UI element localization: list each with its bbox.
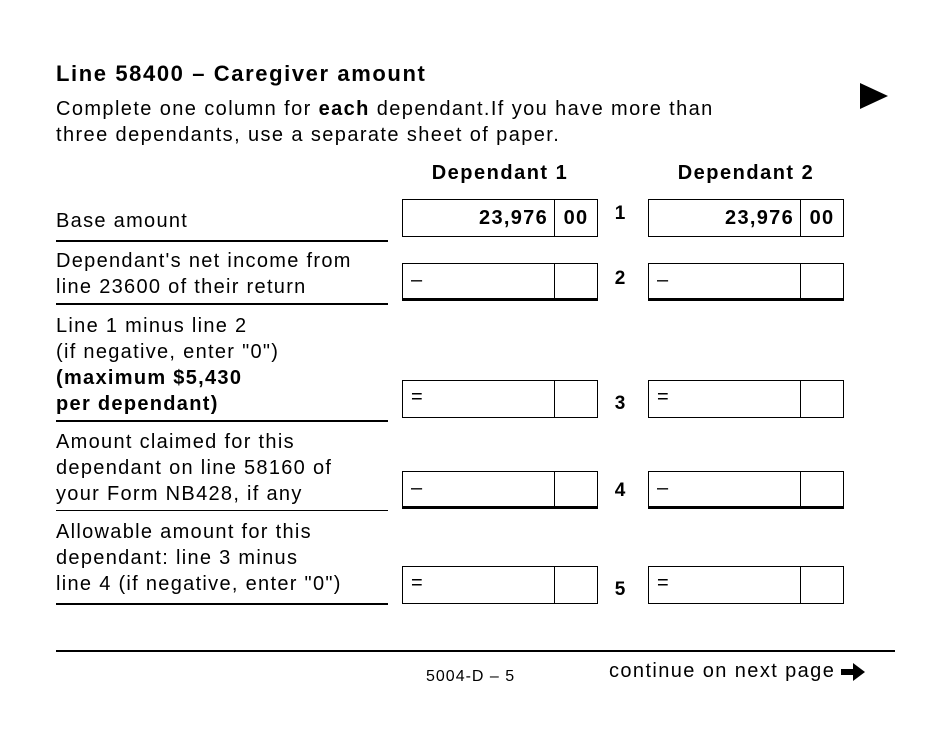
equals-sign: = — [657, 386, 670, 408]
instructions-line-1 — [56, 96, 714, 122]
section-instructions — [56, 96, 714, 148]
amount-cents[interactable] — [801, 381, 843, 417]
line-number-4: 4 — [614, 480, 626, 501]
row-label-text: dependant on line 58160 of — [56, 457, 333, 479]
column-heading-dependant-1: Dependant 1 — [431, 162, 569, 184]
minus-sign: – — [411, 477, 424, 499]
right-arrow-icon — [839, 661, 867, 683]
dependant-2-line-4-field[interactable] — [648, 471, 844, 509]
row-divider — [56, 303, 388, 305]
amount-cents[interactable] — [555, 472, 597, 506]
section-title: Line 58400 – Caregiver amount — [56, 61, 427, 86]
right-triangle-icon — [858, 80, 890, 112]
row-label-text: your Form NB428, if any — [56, 483, 303, 505]
instructions-text: Complete one column for — [56, 98, 319, 120]
row-label-text: Allowable amount for this — [56, 521, 312, 543]
instructions-emphasis: each — [318, 98, 370, 120]
amount-dollars[interactable] — [649, 472, 801, 506]
amount-cents[interactable] — [555, 381, 597, 417]
row-label-line-5 — [56, 519, 390, 597]
row-divider — [56, 240, 388, 242]
amount-dollars[interactable] — [403, 200, 555, 236]
amount-value: 23,976 — [479, 207, 548, 229]
amount-cents[interactable] — [555, 567, 597, 603]
dependant-2-line-3-field[interactable] — [648, 380, 844, 418]
dependant-1-line-5-field[interactable] — [402, 566, 598, 604]
amount-dollars[interactable] — [403, 567, 555, 603]
dependant-2-line-1-field[interactable] — [648, 199, 844, 237]
row-divider — [56, 420, 388, 422]
line-number-2: 2 — [614, 268, 626, 289]
row-label-text: Line 1 minus line 2 — [56, 315, 248, 337]
dependant-1-line-4-field[interactable] — [402, 471, 598, 509]
row-label-text: line 23600 of their return — [56, 276, 307, 298]
amount-cents[interactable]: 00 — [563, 207, 589, 229]
equals-sign: = — [411, 572, 424, 594]
dependant-1-line-1-field[interactable] — [402, 199, 598, 237]
row-divider — [56, 603, 388, 605]
amount-dollars[interactable] — [649, 264, 801, 298]
amount-dollars[interactable] — [649, 381, 801, 417]
instructions-line-2: three dependants, use a separate sheet of paper. — [56, 124, 561, 146]
dependant-2-line-5-field[interactable] — [648, 566, 844, 604]
line-number-3: 3 — [614, 393, 626, 414]
row-label-line-2 — [56, 248, 390, 300]
instructions-text: dependant.If you have more than — [369, 98, 714, 120]
row-label-line-4 — [56, 429, 390, 507]
amount-cents[interactable] — [801, 472, 843, 506]
row-label-text: (if negative, enter "0") — [56, 341, 280, 363]
footer-divider — [56, 650, 895, 652]
equals-sign: = — [411, 386, 424, 408]
row-divider — [56, 510, 388, 511]
amount-dollars[interactable] — [403, 472, 555, 506]
amount-dollars[interactable] — [403, 264, 555, 298]
line-number-1: 1 — [614, 203, 626, 224]
row-label-line-3 — [56, 313, 390, 417]
row-label-text: Base amount — [56, 210, 189, 232]
amount-cents[interactable]: 00 — [809, 207, 835, 229]
row-label-text: line 4 (if negative, enter "0") — [56, 573, 342, 595]
row-label-text: Amount claimed for this — [56, 431, 295, 453]
row-label-maximum: per dependant) — [56, 393, 219, 415]
amount-dollars[interactable] — [649, 200, 801, 236]
dependant-1-line-2-field[interactable] — [402, 263, 598, 301]
continue-text: continue on next page — [609, 660, 836, 682]
amount-dollars[interactable] — [403, 381, 555, 417]
minus-sign: – — [657, 269, 670, 291]
amount-cents[interactable] — [801, 264, 843, 298]
amount-value: 23,976 — [725, 207, 794, 229]
dependant-1-line-3-field[interactable] — [402, 380, 598, 418]
minus-sign: – — [657, 477, 670, 499]
page-identifier: 5004-D – 5 — [426, 668, 516, 685]
amount-cents[interactable] — [801, 567, 843, 603]
row-label-text: Dependant's net income from — [56, 250, 352, 272]
row-label-text: dependant: line 3 minus — [56, 547, 299, 569]
column-heading-dependant-2: Dependant 2 — [677, 162, 815, 184]
amount-cents[interactable] — [555, 264, 597, 298]
minus-sign: – — [411, 269, 424, 291]
dependant-2-line-2-field[interactable] — [648, 263, 844, 301]
equals-sign: = — [657, 572, 670, 594]
row-label-maximum: (maximum $5,430 — [56, 367, 243, 389]
line-number-5: 5 — [614, 579, 626, 600]
amount-dollars[interactable] — [649, 567, 801, 603]
row-label-line-1 — [56, 208, 390, 234]
continue-next-page — [609, 660, 867, 683]
